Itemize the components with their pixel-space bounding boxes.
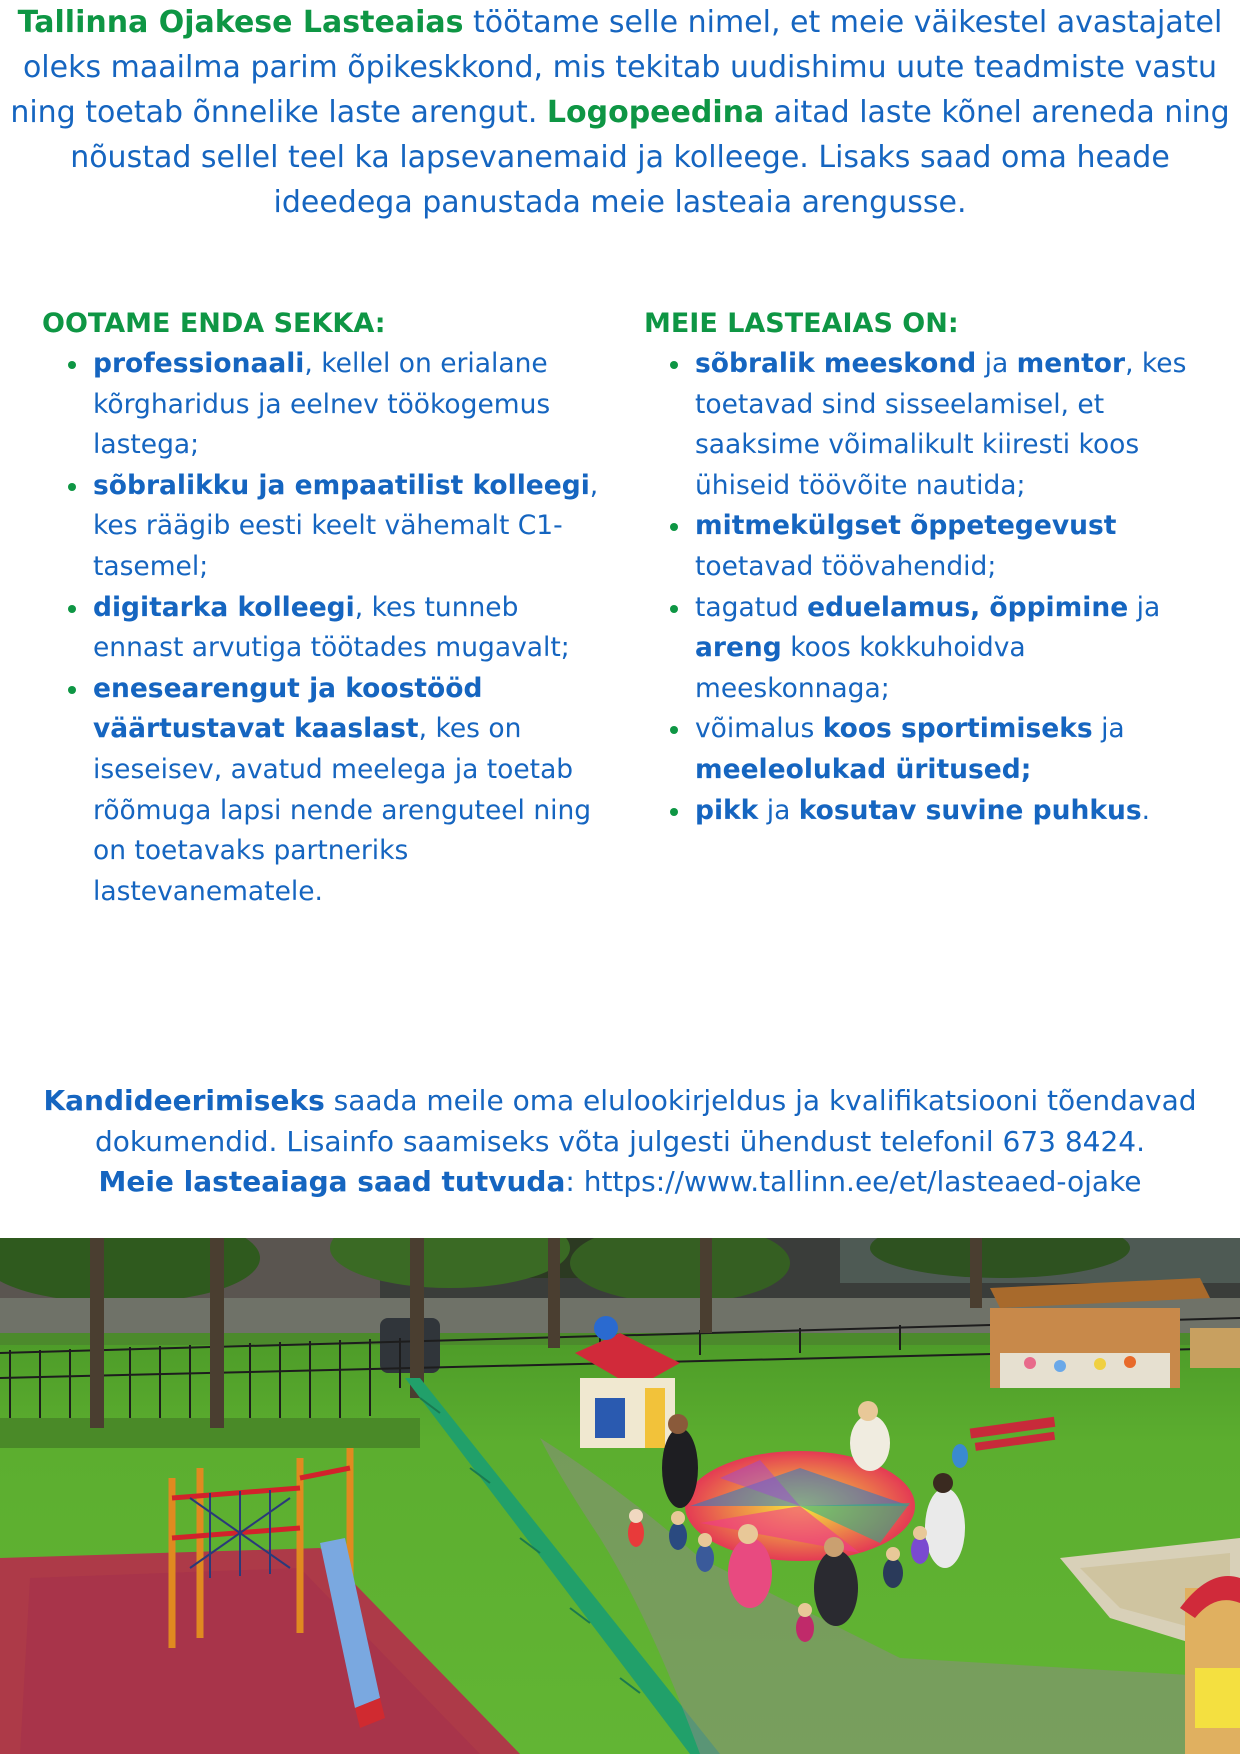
list-item (695, 791, 1204, 832)
item-bold: meeleolukad üritused; (695, 753, 1032, 785)
requirements-list (42, 344, 602, 912)
item-bold: kosutav suvine puhkus (798, 794, 1142, 826)
benefits-heading: MEIE LASTEAIAS ON: (644, 308, 959, 339)
benefits-section (644, 306, 1204, 831)
list-item (695, 344, 1204, 506)
item-text: võimalus (695, 713, 823, 745)
item-bold: sõbralikku ja empaatilist kolleegi (93, 469, 590, 501)
item-text: , kes räägib eesti keelt vähemalt C1-tasemel; (93, 469, 599, 582)
item-text: , kes on iseseisev, avatud meelega ja toetab rõõmuga lapsi nende arenguteel ning on toetavaks partneriks lastevanematele. (93, 713, 592, 907)
intro-text-2: aitad laste kõnel areneda ning nõustad sellel teel ka lapsevanemaid ja kolleege. Lisaks saad oma heade ideedega panustada meie lasteaia arengusse. (70, 95, 1230, 220)
list-item (93, 669, 602, 913)
item-text: ja (1092, 713, 1125, 745)
list-item (93, 588, 602, 669)
benefits-list (644, 344, 1204, 831)
apply-text: saada meile oma elulookirjeldus ja kvalifikatsiooni tõendavad dokumendid. Lisainfo saamiseks võta julgesti ühendust telefonil 673 8424. (94, 1084, 1197, 1158)
list-item (93, 344, 602, 466)
item-bold: koos sportimiseks (822, 713, 1093, 745)
item-bold: mentor (1016, 348, 1126, 379)
item-text: koos kokkuhoidva meeskonnaga; (695, 632, 1026, 704)
item-bold: sõbralik meeskond (695, 348, 977, 379)
item-bold: eduelamus, õppimine (807, 591, 1129, 623)
item-bold: mitmekülgset õppetegevust (695, 510, 1117, 542)
requirements-heading: OOTAME ENDA SEKKA: (42, 308, 386, 339)
application-info (0, 1081, 1240, 1203)
item-bold: areng (695, 632, 782, 664)
playground-photo (0, 1238, 1240, 1754)
list-item (93, 466, 602, 588)
website-label: Meie lasteaiaga saad tutvuda (98, 1165, 566, 1198)
intro-text-1: töötame selle nimel, et meie väikestel avastajatel oleks maailma parim õpikeskkond, mis tekitab uudishimu uute teadmiste vastu ning toetab õnnelike laste arengut. (10, 5, 1223, 130)
requirements-section (42, 306, 602, 912)
item-text: tagatud (695, 591, 808, 623)
item-text: . (1141, 794, 1151, 826)
list-item (695, 506, 1204, 587)
item-text: ja (1128, 591, 1161, 623)
position-name: Logopeedina (546, 95, 765, 130)
item-bold: pikk (695, 794, 759, 826)
intro-paragraph (0, 0, 1240, 225)
list-item (695, 588, 1204, 710)
item-bold: digitarka kolleegi (93, 591, 355, 623)
item-text: ja (976, 348, 1017, 379)
item-bold: professionaali (93, 348, 305, 379)
item-text: , kes tunneb ennast arvutiga töötades mugavalt; (93, 591, 570, 664)
item-text: , kellel on erialane kõrgharidus ja eelnev töökogemus lastega; (93, 348, 551, 461)
item-text: toetavad töövahendid; (695, 550, 997, 582)
list-item (695, 709, 1204, 790)
item-text: , kes toetavad sind sisseelamisel, et saaksime võimalikult kiiresti koos ühiseid töövõite nautida; (695, 348, 1187, 501)
website-link[interactable]: : https://www.tallinn.ee/et/lasteaed-ojake (565, 1165, 1142, 1198)
item-bold: enesearengut ja koostööd väärtustavat kaaslast (93, 672, 483, 745)
kindergarten-name: Tallinna Ojakese Lasteaias (17, 5, 464, 40)
apply-bold: Kandideerimiseks (43, 1084, 325, 1117)
item-text: ja (758, 794, 799, 826)
